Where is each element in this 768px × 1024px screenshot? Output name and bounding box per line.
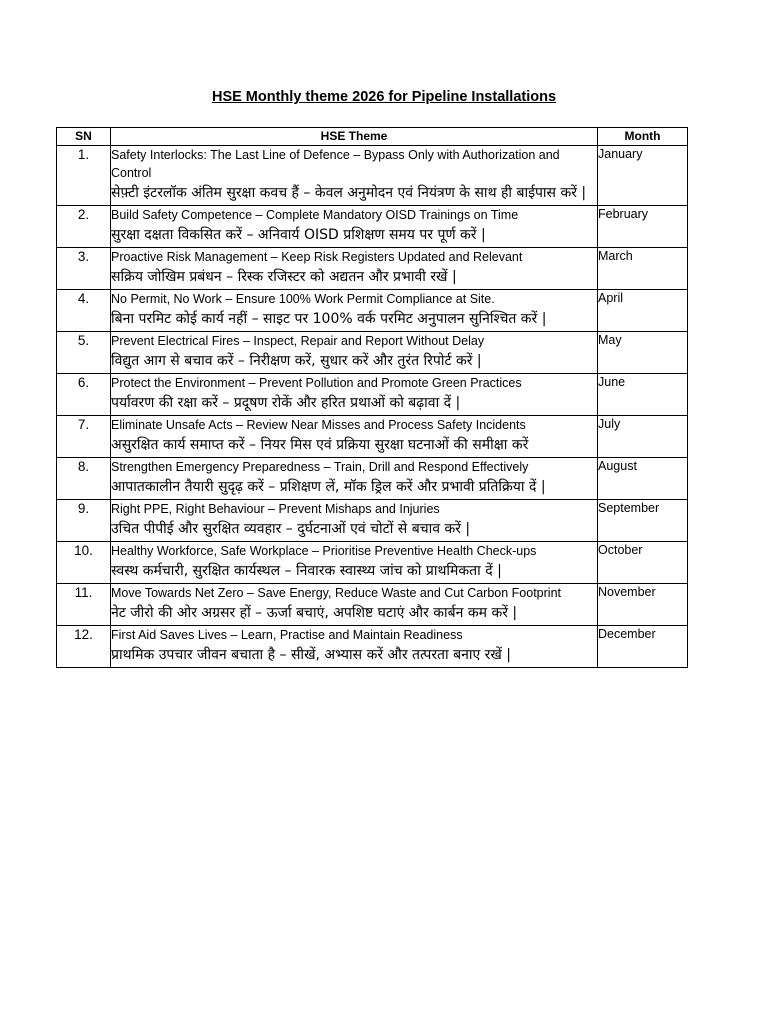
theme-english-text: Proactive Risk Management – Keep Risk Registers Updated and Relevant: [111, 250, 523, 264]
month-cell: July: [598, 416, 688, 458]
table-header-row: [57, 128, 688, 146]
header-sn: SN: [57, 128, 111, 146]
table-body: [57, 146, 688, 668]
month-cell: May: [598, 332, 688, 374]
table-row: [57, 290, 688, 332]
theme-cell: [111, 146, 598, 206]
serial-number-cell: 12.: [57, 626, 111, 668]
month-cell: September: [598, 500, 688, 542]
theme-hindi-text: सुरक्षा दक्षता विकसित करें – अनिवार्य OISD प्रशिक्षण समय पर पूर्ण करें |: [111, 227, 486, 243]
theme-english-text: No Permit, No Work – Ensure 100% Work Permit Compliance at Site.: [111, 292, 495, 306]
month-cell: March: [598, 248, 688, 290]
serial-number-cell: 4.: [57, 290, 111, 332]
serial-number-cell: 1.: [57, 146, 111, 206]
table-row: [57, 332, 688, 374]
theme-english-text: Protect the Environment – Prevent Pollution and Promote Green Practices: [111, 376, 522, 390]
theme-hindi-text: पर्यावरण की रक्षा करें – प्रदूषण रोकें और हरित प्रथाओं को बढ़ावा दें |: [111, 395, 461, 411]
theme-hindi-text: नेट जीरो की ओर अग्रसर हों – ऊर्जा बचाएं, अपशिष्ट घटाएं और कार्बन कम करें |: [111, 605, 518, 621]
theme-english-text: Build Safety Competence – Complete Mandatory OISD Trainings on Time: [111, 208, 519, 222]
theme-english-text: Prevent Electrical Fires – Inspect, Repair and Report Without Delay: [111, 334, 485, 348]
theme-english-text: Eliminate Unsafe Acts – Review Near Misses and Process Safety Incidents: [111, 418, 526, 432]
serial-number-cell: 3.: [57, 248, 111, 290]
theme-english-text: Healthy Workforce, Safe Workplace – Prioritise Preventive Health Check-ups: [111, 544, 537, 558]
serial-number-cell: 9.: [57, 500, 111, 542]
page-title: HSE Monthly theme 2026 for Pipeline Installations: [211, 89, 557, 105]
theme-cell: [111, 290, 598, 332]
theme-cell: [111, 458, 598, 500]
theme-english-text: Strengthen Emergency Preparedness – Train, Drill and Respond Effectively: [111, 460, 529, 474]
theme-cell: [111, 584, 598, 626]
header-theme: HSE Theme: [111, 128, 598, 146]
theme-english-text: Right PPE, Right Behaviour – Prevent Mishaps and Injuries: [111, 502, 440, 516]
theme-hindi-text: प्राथमिक उपचार जीवन बचाता है – सीखें, अभ्यास करें और तत्परता बनाए रखें |: [111, 647, 512, 663]
table-row: [57, 458, 688, 500]
table-row: [57, 248, 688, 290]
header-month: Month: [598, 128, 688, 146]
month-cell: December: [598, 626, 688, 668]
serial-number-cell: 6.: [57, 374, 111, 416]
month-cell: April: [598, 290, 688, 332]
hse-theme-table: [56, 127, 688, 668]
theme-hindi-text: स्वस्थ कर्मचारी, सुरक्षित कार्यस्थल – निवारक स्वास्थ्य जांच को प्राथमिकता दें |: [111, 563, 502, 579]
serial-number-cell: 2.: [57, 206, 111, 248]
month-cell: February: [598, 206, 688, 248]
theme-cell: [111, 542, 598, 584]
month-cell: June: [598, 374, 688, 416]
serial-number-cell: 10.: [57, 542, 111, 584]
table-row: [57, 626, 688, 668]
theme-cell: [111, 332, 598, 374]
theme-hindi-text: उचित पीपीई और सुरक्षित व्यवहार – दुर्घटनाओं एवं चोटों से बचाव करें |: [111, 521, 471, 537]
theme-cell: [111, 374, 598, 416]
table-row: [57, 416, 688, 458]
table-row: [57, 500, 688, 542]
month-cell: August: [598, 458, 688, 500]
theme-hindi-text: विद्युत आग से बचाव करें – निरीक्षण करें, सुधार करें और तुरंत रिपोर्ट करें |: [111, 353, 482, 369]
theme-hindi-text: आपातकालीन तैयारी सुदृढ़ करें – प्रशिक्षण लें, मॉक ड्रिल करें और प्रभावी प्रतिक्रिया दें |: [111, 479, 546, 495]
table-row: [57, 146, 688, 206]
month-cell: October: [598, 542, 688, 584]
theme-english-text: Safety Interlocks: The Last Line of Defence – Bypass Only with Authorization and Control: [111, 148, 560, 180]
table-row: [57, 206, 688, 248]
theme-cell: [111, 248, 598, 290]
theme-english-text: Move Towards Net Zero – Save Energy, Reduce Waste and Cut Carbon Footprint: [111, 586, 561, 600]
theme-english-text: First Aid Saves Lives – Learn, Practise and Maintain Readiness: [111, 628, 463, 642]
theme-cell: [111, 206, 598, 248]
table-row: [57, 584, 688, 626]
serial-number-cell: 8.: [57, 458, 111, 500]
serial-number-cell: 5.: [57, 332, 111, 374]
table-row: [57, 542, 688, 584]
theme-hindi-text: सेफ़्टी इंटरलॉक अंतिम सुरक्षा कवच हैं – केवल अनुमोदन एवं नियंत्रण के साथ ही बाईपास करें |: [111, 185, 587, 201]
theme-hindi-text: सक्रिय जोखिम प्रबंधन – रिस्क रजिस्टर को अद्यतन और प्रभावी रखें |: [111, 269, 457, 285]
serial-number-cell: 11.: [57, 584, 111, 626]
theme-cell: [111, 626, 598, 668]
theme-cell: [111, 416, 598, 458]
theme-hindi-text: असुरक्षित कार्य समाप्त करें – नियर मिस एवं प्रक्रिया सुरक्षा घटनाओं की समीक्षा करें: [111, 437, 529, 453]
table-row: [57, 374, 688, 416]
theme-hindi-text: बिना परमिट कोई कार्य नहीं – साइट पर 100% वर्क परमिट अनुपालन सुनिश्चित करें |: [111, 311, 547, 327]
serial-number-cell: 7.: [57, 416, 111, 458]
month-cell: November: [598, 584, 688, 626]
month-cell: January: [598, 146, 688, 206]
theme-cell: [111, 500, 598, 542]
